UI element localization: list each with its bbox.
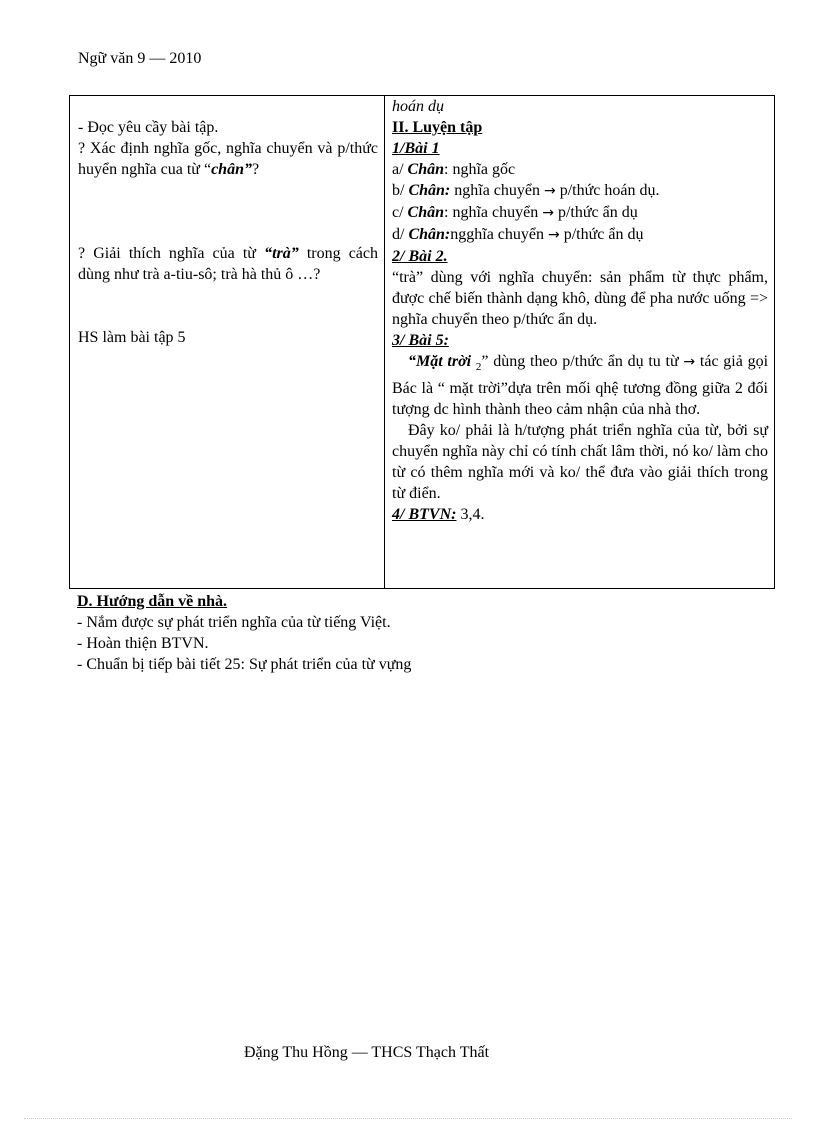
left-line-3: ? Giải thích nghĩa của từ “trà” trong cách dùng như trà a-tiu-sô; trà hà thủ ô …? xyxy=(78,245,378,283)
left-line-2: ? Xác định nghĩa gốc, nghĩa chuyển và p/thức huyển nghĩa cua từ “chân”? xyxy=(78,140,378,178)
guidance-item: - Chuẩn bị tiếp bài tiết 25: Sự phát triển của từ vựng xyxy=(77,656,412,673)
exercise-5-note: Đây ko/ phải là h/tượng phát triển nghĩa của từ, bởi sự chuyển nghĩa này chỉ có tính chất lâm thời, nó ko/ làm cho từ có thêm nghĩa mới và ko/ thể đưa vào giải thích trong từ điển. xyxy=(392,422,768,502)
content-column xyxy=(385,96,774,588)
answer-c: c/ Chân: nghĩa chuyển → p/thức ẩn dụ xyxy=(392,204,638,221)
page-divider xyxy=(24,1118,792,1119)
page-footer: Đặng Thu Hồng — THCS Thạch Thất xyxy=(244,1044,490,1061)
exercise-5-answer: “Mặt trời $_2$” dùng theo p/thức ẩn dụ tu từ → tác giả gọi Bác là “ mặt trời”dựa trên mối qhệ tương đồng giữa 2 đối tượng dc hình thành theo cảm nhận của nhà thơ. xyxy=(392,353,769,418)
homework: 4/ BTVN: 3,4. xyxy=(392,506,485,523)
page-header: Ngữ văn 9 — 2010 xyxy=(78,50,202,67)
lesson-table xyxy=(69,95,775,589)
exercise-1-title: 1/Bài 1 xyxy=(392,140,440,157)
left-line-4: HS làm bài tập 5 xyxy=(78,329,186,346)
right-line-0: hoán dụ xyxy=(392,98,444,115)
arrow-right-icon: → xyxy=(544,183,556,199)
answer-b: b/ Chân: nghĩa chuyển → p/thức hoán dụ. xyxy=(392,182,660,199)
answer-a: a/ Chân: nghĩa gốc xyxy=(392,161,516,178)
guidance-item: - Hoàn thiện BTVN. xyxy=(77,635,209,652)
guidance-title: D. Hướng dẫn về nhà. xyxy=(77,593,228,610)
answer-d: d/ Chân:ngghĩa chuyển → p/thức ẩn dụ xyxy=(392,226,644,243)
exercise-2-answer: “trà” dùng với nghĩa chuyển: sản phẩm từ thực phẩm, được chế biến thành dạng khô, dùng để pha nước uống => nghĩa chuyển theo p/thức ẩn dụ. xyxy=(392,269,768,328)
homework-guidance xyxy=(77,591,677,675)
arrow-right-icon: → xyxy=(548,227,560,243)
exercise-2-title: 2/ Bài 2. xyxy=(392,248,448,265)
left-line-1: - Đọc yêu cầy bài tập. xyxy=(78,119,219,136)
arrow-right-icon: → xyxy=(542,205,554,221)
exercise-5-title: 3/ Bài 5: xyxy=(392,332,449,349)
teacher-activity-column xyxy=(70,96,385,588)
guidance-item: - Nắm được sự phát triển nghĩa của từ tiếng Việt. xyxy=(77,614,391,631)
section-title: II. Luyện tập xyxy=(392,119,483,136)
arrow-right-icon: → xyxy=(683,354,696,370)
